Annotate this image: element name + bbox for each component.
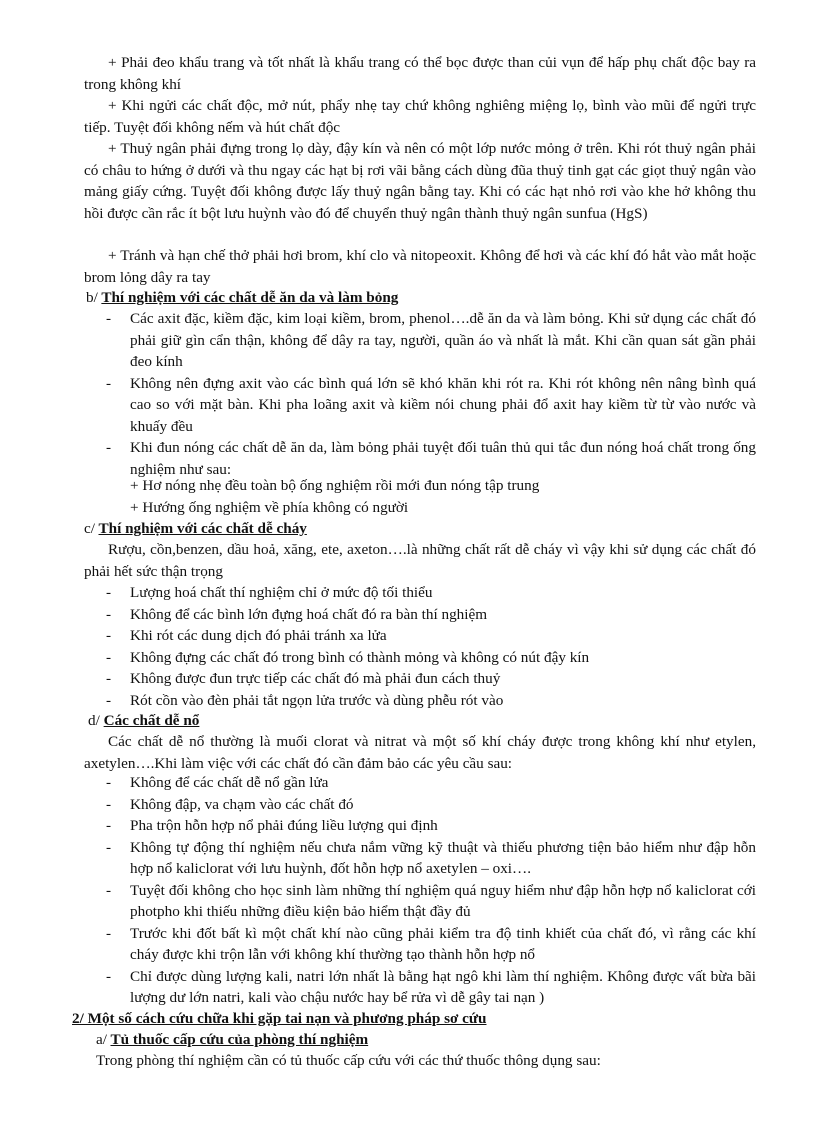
list-item: - Rót cồn vào đèn phải tắt ngọn lửa trước và dùng phễu rót vào (106, 690, 756, 712)
paragraph-bromine: + Tránh và hạn chế thở phải hơi brom, khí clo và nitopeoxit. Không để hơi và các khí đó hắt vào mắt hoặc brom lỏng dây ra tay (84, 247, 756, 286)
list-item: - Không để các chất dễ nổ gần lửa (106, 772, 756, 794)
section-b-prefix: b/ (86, 289, 98, 306)
section-c-heading (84, 518, 307, 540)
section-c-prefix: c/ (84, 520, 95, 537)
list-item: - Không đựng các chất đó trong bình có thành mỏng và không có nút đậy kín (106, 647, 756, 669)
list-item: - Pha trộn hỗn hợp nổ phải đúng liều lượng qui định (106, 815, 756, 837)
section-2a-intro: Trong phòng thí nghiệm cần có tủ thuốc cấp cứu với các thứ thuốc thông dụng sau: (96, 1052, 601, 1069)
section-c-intro: Rượu, cồn,benzen, dầu hoả, xăng, ete, axeton….là những chất rất dễ cháy vì vậy khi sử dụng các chất đó phải hết sức thận trọng (84, 541, 756, 580)
section-2-heading (72, 1008, 486, 1030)
section-2a-title: Tủ thuốc cấp cứu của phòng thí nghiệm (110, 1031, 369, 1048)
section-d-title: Các chất dễ nổ (103, 712, 200, 729)
section-d-prefix: d/ (88, 712, 100, 729)
list-item: - Khi rót các dung dịch đó phải tránh xa lửa (106, 625, 756, 647)
list-item: - Lượng hoá chất thí nghiệm chỉ ở mức độ tối thiểu (106, 582, 756, 604)
paragraph-smell: + Khi ngửi các chất độc, mở nút, phẩy nhẹ tay chứ không nghiêng miệng lọ, bình vào mũi để ngửi trực tiếp. Tuyệt đối không nếm và hút chất độc (84, 97, 756, 136)
section-b-heading (86, 287, 398, 309)
list-item: - Không đập, va chạm vào các chất đó (106, 794, 756, 816)
list-item: - Tuyệt đối không cho học sinh làm những thí nghiệm quá nguy hiểm như đập hỗn hợp nổ kaliclorat cới photpho khi thiếu những điều kiện bảo hiểm thật đầy đủ (106, 880, 756, 923)
list-item: - Không được đun trực tiếp các chất đó mà phải đun cách thuỷ (106, 668, 756, 690)
section-c-title: Thí nghiệm với các chất dễ cháy (98, 520, 307, 537)
section-c-list (106, 582, 756, 711)
section-b-title: Thí nghiệm với các chất dễ ăn da và làm bỏng (101, 289, 399, 306)
section-b-subitem: + Hơ nóng nhẹ đều toàn bộ ống nghiệm rồi mới đun nóng tập trung (130, 477, 540, 494)
list-item: - Trước khi đốt bất kì một chất khí nào cũng phải kiểm tra độ tinh khiết của chất đó, vì rằng các khí cháy được khi trộn lẫn với không khí thường tạo thành hỗn hợp nổ (106, 923, 756, 966)
section-d-heading (88, 710, 199, 732)
section-b-list (106, 308, 756, 480)
section-b-subitem: + Hướng ống nghiệm về phía không có người (130, 499, 409, 516)
list-item: - Không để các bình lớn đựng hoá chất đó ra bàn thí nghiệm (106, 604, 756, 626)
section-d-list (106, 772, 756, 1009)
section-2a-heading (96, 1029, 368, 1051)
list-item: - Các axit đặc, kiềm đặc, kim loại kiềm, brom, phenol….dễ ăn da và làm bỏng. Khi sử dụng các chất đó phải giữ gìn cẩn thận, không để dây ra tay, người, quần áo và nhất là mắt. Khi cần quan sát gần phải đeo kính (106, 308, 756, 373)
list-item: - Không nên đựng axit vào các bình quá lớn sẽ khó khăn khi rót ra. Khi rót không nên nâng bình quá cao so với mặt bàn. Khi pha loãng axit và kiềm nói chung phải đổ axit hay kiềm từ từ vào nước và khuấy đều (106, 373, 756, 438)
paragraph-mask: + Phải đeo khẩu trang và tốt nhất là khẩu trang có thể bọc được than củi vụn để hấp phụ chất độc bay ra trong không khí (84, 54, 756, 93)
paragraph-mercury: + Thuỷ ngân phải đựng trong lọ dày, đậy kín và nên có một lớp nước mỏng ở trên. Khi rót thuỷ ngân phải có châu to hứng ở dưới và thu ngay các hạt bị rơi vãi bằng cách dùng đũa thuỷ tinh gạt các giọt thuỷ ngân vào mảng giấy cứng. Tuyệt đối không được lấy thuỷ ngân bằng tay. Khi có các hạt nhỏ rơi vào khe hở không thu hồi được cần rắc ít bột lưu huỳnh vào đó để chuyển thuỷ ngân thành thuỷ ngân sunfua (HgS) (84, 140, 756, 222)
section-d-intro: Các chất dễ nổ thường là muối clorat và nitrat và một số khí cháy được trong không khí như etylen, axetylen….Khi làm việc với các chất đó cần đảm bảo các yêu cầu sau: (84, 733, 756, 772)
section-2a-prefix: a/ (96, 1031, 107, 1048)
list-item: - Không tự động thí nghiệm nếu chưa nắm vững kỹ thuật và thiếu phương tiện bảo hiểm như đập hỗn hợp nổ kaliclorat với lưu huỳnh, đốt hỗn hợp nổ axetylen – oxi…. (106, 837, 756, 880)
list-item: - Chỉ được dùng lượng kali, natri lớn nhất là bằng hạt ngô khi làm thí nghiệm. Không được vất bừa bãi lượng dư lớn natri, kali vào chậu nước hay bể rửa vì dễ gây tai nạn ) (106, 966, 756, 1009)
list-item: - Khi đun nóng các chất dễ ăn da, làm bỏng phải tuyệt đối tuân thủ qui tắc đun nóng hoá chất trong ống nghiệm như sau: (106, 437, 756, 480)
section-2-title: 2/ Một số cách cứu chữa khi gặp tai nạn và phương pháp sơ cứu (72, 1010, 487, 1027)
